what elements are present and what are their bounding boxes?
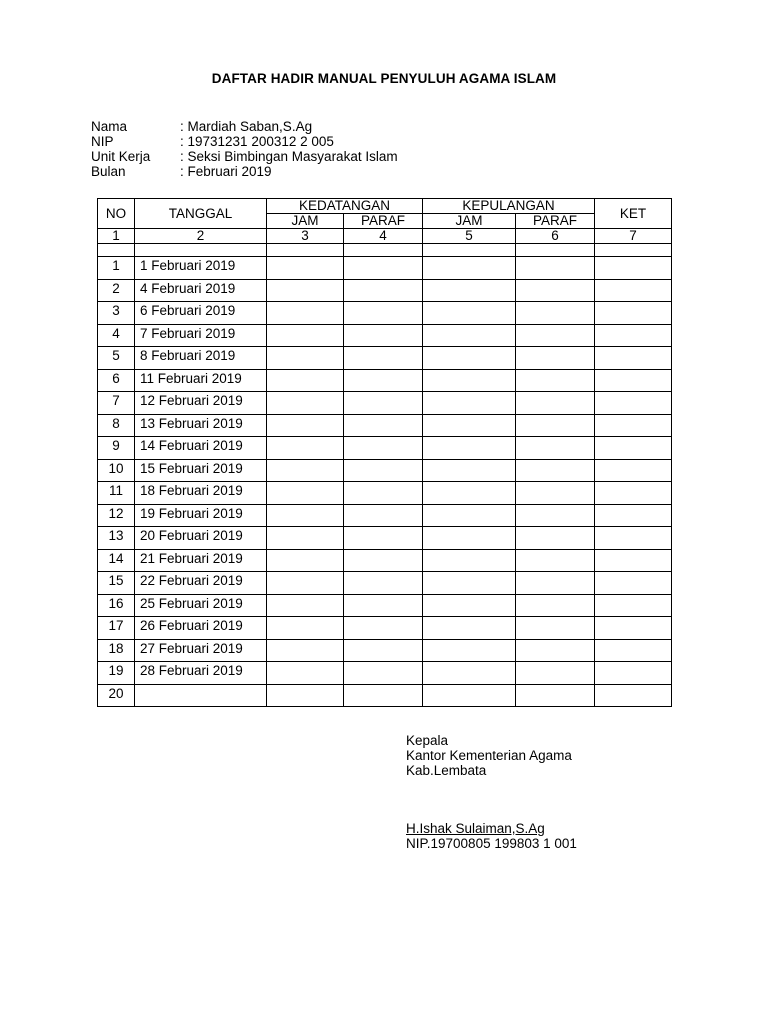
info-row-unit-kerja [91, 149, 398, 164]
cell-paraf-kedatangan [344, 549, 423, 572]
cell-paraf-kepulangan [516, 684, 595, 707]
info-label: Bulan [91, 164, 126, 179]
row-no: 13 [98, 527, 135, 550]
table-row [98, 437, 672, 460]
cell-jam-kedatangan [267, 369, 344, 392]
table-row [98, 482, 672, 505]
cell-paraf-kedatangan [344, 279, 423, 302]
column-number: 1 [98, 229, 135, 244]
cell-jam-kedatangan [267, 572, 344, 595]
cell-ket [595, 504, 672, 527]
cell-paraf-kedatangan [344, 482, 423, 505]
signature-name-block [406, 821, 577, 851]
cell-paraf-kedatangan [344, 392, 423, 415]
row-date: 27 Februari 2019 [135, 639, 267, 662]
cell-jam-kepulangan [423, 459, 516, 482]
table-row [98, 369, 672, 392]
row-date: 13 Februari 2019 [135, 414, 267, 437]
column-number: 2 [135, 229, 267, 244]
cell-jam-kedatangan [267, 482, 344, 505]
row-no: 18 [98, 639, 135, 662]
row-no: 19 [98, 662, 135, 685]
cell-paraf-kedatangan [344, 504, 423, 527]
row-date: 25 Februari 2019 [135, 594, 267, 617]
cell-ket [595, 639, 672, 662]
row-date: 8 Februari 2019 [135, 347, 267, 370]
cell-jam-kedatangan [267, 504, 344, 527]
table-row [98, 504, 672, 527]
column-number: 7 [595, 229, 672, 244]
cell-jam-kedatangan [267, 549, 344, 572]
row-no: 8 [98, 414, 135, 437]
cell-jam-kedatangan [267, 527, 344, 550]
cell-paraf-kedatangan [344, 414, 423, 437]
row-date: 15 Februari 2019 [135, 459, 267, 482]
table-row [98, 302, 672, 325]
header-kepulangan: KEPULANGAN [423, 199, 595, 214]
header-paraf-kepulangan: PARAF [516, 214, 595, 229]
cell-ket [595, 572, 672, 595]
row-no: 7 [98, 392, 135, 415]
cell-ket [595, 527, 672, 550]
row-date: 14 Februari 2019 [135, 437, 267, 460]
row-no: 2 [98, 279, 135, 302]
cell-jam-kedatangan [267, 279, 344, 302]
cell-paraf-kedatangan [344, 639, 423, 662]
info-label: Unit Kerja [91, 149, 151, 164]
signature-position: Kepala [406, 733, 449, 748]
signature-region: Kab.Lembata [406, 763, 487, 778]
cell-ket [595, 684, 672, 707]
info-value: : 19731231 200312 2 005 [180, 134, 334, 149]
table-row [98, 594, 672, 617]
page-title: DAFTAR HADIR MANUAL PENYULUH AGAMA ISLAM [211, 71, 557, 86]
column-number: 4 [344, 229, 423, 244]
cell-paraf-kedatangan [344, 257, 423, 280]
table-row [98, 257, 672, 280]
cell-paraf-kepulangan [516, 459, 595, 482]
cell-ket [595, 324, 672, 347]
table-row [98, 414, 672, 437]
row-no: 14 [98, 549, 135, 572]
row-date: 19 Februari 2019 [135, 504, 267, 527]
cell-jam-kepulangan [423, 639, 516, 662]
cell-paraf-kepulangan [516, 662, 595, 685]
cell-paraf-kedatangan [344, 302, 423, 325]
cell-jam-kedatangan [267, 324, 344, 347]
cell-jam-kepulangan [423, 437, 516, 460]
cell-jam-kedatangan [267, 684, 344, 707]
table-row [98, 459, 672, 482]
header-jam-kedatangan: JAM [267, 214, 344, 229]
row-date: 7 Februari 2019 [135, 324, 267, 347]
table-row [98, 617, 672, 640]
row-date: 28 Februari 2019 [135, 662, 267, 685]
row-no: 10 [98, 459, 135, 482]
cell-paraf-kepulangan [516, 504, 595, 527]
cell-paraf-kepulangan [516, 302, 595, 325]
row-no: 6 [98, 369, 135, 392]
cell-paraf-kepulangan [516, 257, 595, 280]
row-date: 4 Februari 2019 [135, 279, 267, 302]
cell-jam-kepulangan [423, 279, 516, 302]
table-row [98, 324, 672, 347]
cell-jam-kepulangan [423, 504, 516, 527]
spacer-row [98, 244, 672, 257]
cell-jam-kepulangan [423, 324, 516, 347]
table-row [98, 572, 672, 595]
row-no: 15 [98, 572, 135, 595]
row-date: 11 Februari 2019 [135, 369, 267, 392]
cell-paraf-kepulangan [516, 572, 595, 595]
cell-jam-kepulangan [423, 369, 516, 392]
signature-nip: NIP.19700805 199803 1 001 [406, 836, 577, 851]
cell-jam-kedatangan [267, 347, 344, 370]
cell-ket [595, 662, 672, 685]
header-paraf-kedatangan: PARAF [344, 214, 423, 229]
cell-jam-kepulangan [423, 482, 516, 505]
table-row [98, 662, 672, 685]
cell-jam-kepulangan [423, 662, 516, 685]
header-no: NO [98, 199, 135, 229]
info-row-bulan [91, 164, 398, 179]
cell-paraf-kedatangan [344, 324, 423, 347]
row-date: 6 Februari 2019 [135, 302, 267, 325]
info-value: : Februari 2019 [180, 164, 272, 179]
table-row [98, 392, 672, 415]
cell-paraf-kepulangan [516, 617, 595, 640]
cell-paraf-kepulangan [516, 549, 595, 572]
column-number: 3 [267, 229, 344, 244]
table-row [98, 639, 672, 662]
row-no: 20 [98, 684, 135, 707]
cell-paraf-kepulangan [516, 482, 595, 505]
header-ket: KET [595, 199, 672, 229]
row-no: 3 [98, 302, 135, 325]
column-number: 6 [516, 229, 595, 244]
row-no: 9 [98, 437, 135, 460]
cell-paraf-kepulangan [516, 639, 595, 662]
cell-ket [595, 369, 672, 392]
cell-ket [595, 617, 672, 640]
row-date: 1 Februari 2019 [135, 257, 267, 280]
row-no: 11 [98, 482, 135, 505]
cell-paraf-kedatangan [344, 662, 423, 685]
cell-jam-kedatangan [267, 437, 344, 460]
signature-office: Kantor Kementerian Agama [406, 748, 572, 763]
cell-paraf-kedatangan [344, 527, 423, 550]
cell-paraf-kepulangan [516, 414, 595, 437]
cell-paraf-kepulangan [516, 392, 595, 415]
table-row [98, 684, 672, 707]
table-row [98, 279, 672, 302]
cell-paraf-kepulangan [516, 279, 595, 302]
cell-jam-kedatangan [267, 594, 344, 617]
row-no: 17 [98, 617, 135, 640]
cell-ket [595, 392, 672, 415]
table-row [98, 347, 672, 370]
cell-ket [595, 347, 672, 370]
info-value: : Seksi Bimbingan Masyarakat Islam [180, 149, 398, 164]
row-no: 16 [98, 594, 135, 617]
cell-jam-kepulangan [423, 549, 516, 572]
info-row-nip [91, 134, 398, 149]
cell-paraf-kepulangan [516, 324, 595, 347]
cell-paraf-kepulangan [516, 369, 595, 392]
row-no: 1 [98, 257, 135, 280]
cell-paraf-kedatangan [344, 684, 423, 707]
cell-jam-kedatangan [267, 302, 344, 325]
cell-jam-kepulangan [423, 572, 516, 595]
row-date: 20 Februari 2019 [135, 527, 267, 550]
row-date [135, 684, 267, 707]
cell-jam-kepulangan [423, 257, 516, 280]
cell-ket [595, 414, 672, 437]
info-value: : Mardiah Saban,S.Ag [180, 119, 313, 134]
info-label: Nama [91, 119, 128, 134]
row-date: 22 Februari 2019 [135, 572, 267, 595]
row-date: 18 Februari 2019 [135, 482, 267, 505]
cell-ket [595, 459, 672, 482]
cell-jam-kedatangan [267, 662, 344, 685]
cell-paraf-kepulangan [516, 527, 595, 550]
row-no: 12 [98, 504, 135, 527]
cell-jam-kedatangan [267, 257, 344, 280]
cell-paraf-kedatangan [344, 459, 423, 482]
cell-ket [595, 594, 672, 617]
cell-paraf-kepulangan [516, 594, 595, 617]
table-row [98, 527, 672, 550]
employee-info [91, 119, 398, 179]
table-row [98, 549, 672, 572]
cell-ket [595, 257, 672, 280]
cell-ket [595, 437, 672, 460]
cell-paraf-kepulangan [516, 347, 595, 370]
cell-jam-kepulangan [423, 414, 516, 437]
cell-paraf-kedatangan [344, 572, 423, 595]
cell-jam-kedatangan [267, 392, 344, 415]
cell-jam-kepulangan [423, 684, 516, 707]
header-jam-kepulangan: JAM [423, 214, 516, 229]
row-date: 26 Februari 2019 [135, 617, 267, 640]
row-no: 4 [98, 324, 135, 347]
info-row-nama [91, 119, 398, 134]
cell-jam-kepulangan [423, 347, 516, 370]
header-tanggal: TANGGAL [135, 199, 267, 229]
cell-paraf-kepulangan [516, 437, 595, 460]
cell-jam-kedatangan [267, 459, 344, 482]
cell-ket [595, 549, 672, 572]
cell-paraf-kedatangan [344, 347, 423, 370]
cell-ket [595, 279, 672, 302]
column-number: 5 [423, 229, 516, 244]
attendance-table [97, 198, 672, 707]
cell-jam-kepulangan [423, 594, 516, 617]
cell-jam-kepulangan [423, 302, 516, 325]
signature-name: H.Ishak Sulaiman,S.Ag [406, 821, 545, 836]
cell-paraf-kedatangan [344, 437, 423, 460]
header-kedatangan: KEDATANGAN [267, 199, 423, 214]
cell-jam-kepulangan [423, 527, 516, 550]
row-date: 21 Februari 2019 [135, 549, 267, 572]
signature-block [406, 733, 572, 778]
cell-paraf-kedatangan [344, 617, 423, 640]
cell-jam-kepulangan [423, 392, 516, 415]
cell-jam-kedatangan [267, 639, 344, 662]
info-label: NIP [91, 134, 114, 149]
cell-ket [595, 482, 672, 505]
cell-paraf-kedatangan [344, 369, 423, 392]
row-date: 12 Februari 2019 [135, 392, 267, 415]
cell-jam-kepulangan [423, 617, 516, 640]
cell-paraf-kedatangan [344, 594, 423, 617]
cell-ket [595, 302, 672, 325]
row-no: 5 [98, 347, 135, 370]
cell-jam-kedatangan [267, 617, 344, 640]
cell-jam-kedatangan [267, 414, 344, 437]
